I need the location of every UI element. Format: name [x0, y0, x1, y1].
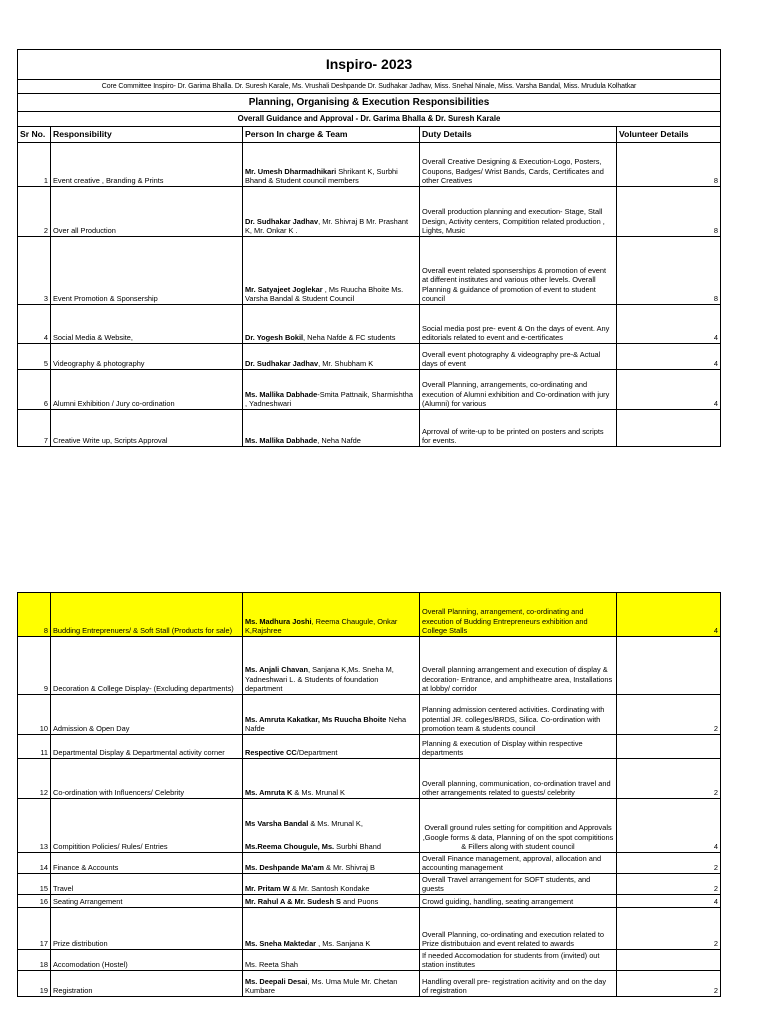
row-person-in-charge [243, 908, 420, 950]
table-row [18, 759, 721, 799]
table-row [18, 695, 721, 735]
table-row [18, 370, 721, 410]
header-sr-no: Sr No. [18, 127, 51, 143]
row-sr-no: 8 [18, 593, 51, 637]
row-volunteer-count: 8 [617, 187, 721, 237]
person-lead-name: Ms. Madhura Joshi [245, 616, 312, 626]
row-responsibility: Admission & Open Day [51, 695, 243, 735]
row-sr-no: 16 [18, 895, 51, 908]
person-team: , Reema Chaugule, Onkar K,Rajshree [245, 616, 398, 636]
row-responsibility: Creative Write up, Scripts Approval [51, 410, 243, 447]
person-lead-name: Mr. Umesh Dharmadhikari [245, 166, 337, 176]
table-row [18, 874, 721, 895]
person-lead-name: Mr. Rahul A & Mr. Sudesh S [245, 897, 341, 907]
person-lead-name: Ms. Amruta Kakatkar, Ms Ruucha Bhoite [245, 714, 387, 724]
row-person-in-charge: Ms Varsha Bandal & Ms. Mrunal K, Ms.Reema Chougule, Ms. Surbhi Bhand [243, 799, 420, 853]
person-team: -Smita Pattnaik, Sharmishtha , Yadneshwari [245, 389, 414, 409]
table-row [18, 344, 721, 370]
row-volunteer-count: 4 [617, 593, 721, 637]
person-lead-name: Ms. Sneha Maktedar [245, 939, 317, 949]
responsibility-table-part1 [17, 49, 721, 447]
person-team: , Ms. Sanjana K [316, 939, 371, 949]
row-duty-details: Crowd guiding, handling, seating arrangement [420, 895, 617, 908]
table-row [18, 143, 721, 187]
row-volunteer-count: 2 [617, 874, 721, 895]
document-subtitle: Planning, Organising & Execution Responsibilities [18, 94, 721, 112]
row-duty-details: Aprroval of write-up to be printed on posters and scripts for events. [420, 410, 617, 447]
person-lead-name: Respective CC [245, 748, 297, 758]
row-volunteer-count: 8 [617, 143, 721, 187]
row-person-in-charge [243, 187, 420, 237]
row-responsibility: Alumni Exhibition / Jury co-ordination [51, 370, 243, 410]
table-row [18, 895, 721, 908]
row-person-in-charge [243, 410, 420, 447]
person-team: , Sanjana K,Ms. Sneha M, Yadneshwari L. & Students of foundation department [245, 665, 394, 694]
person-team: /Department [296, 748, 338, 758]
row-duty-details: Overall planning arrangement and execution of display & decoration- Entrance, and amphitheatre area, Installations at lobby/ corridor [420, 637, 617, 695]
row-volunteer-count: 4 [617, 305, 721, 344]
row-volunteer-count: 2 [617, 908, 721, 950]
row-duty-details: Planning admission centered activities. Cordinating with potential JR. colleges/BRDS, Silica. Co-ordination with promotion team & students council [420, 695, 617, 735]
row-sr-no: 9 [18, 637, 51, 695]
row-person-in-charge [243, 874, 420, 895]
row-responsibility: Social Media & Website, [51, 305, 243, 344]
row-person-in-charge [243, 853, 420, 874]
table-row [18, 187, 721, 237]
person-team: Ms. Reeta Shah [245, 960, 298, 970]
row-responsibility: Over all Production [51, 187, 243, 237]
row-responsibility: Event Promotion & Sponsership [51, 237, 243, 305]
row-responsibility: Event creative , Branding & Prints [51, 143, 243, 187]
header-responsibility: Responsibility [51, 127, 243, 143]
row-responsibility: Travel [51, 874, 243, 895]
row-person-in-charge [243, 950, 420, 971]
row-responsibility: Registration [51, 971, 243, 997]
table-row [18, 305, 721, 344]
row-person-in-charge [243, 735, 420, 759]
row-volunteer-count: 4 [617, 344, 721, 370]
table-row [18, 971, 721, 997]
row-duty-details: If needed Accomodation for students from (invited) out station institutes [420, 950, 617, 971]
person-team: Neha Nafde [245, 714, 407, 734]
table-row [18, 593, 721, 637]
row-responsibility: Accomodation (Hostel) [51, 950, 243, 971]
row-sr-no: 19 [18, 971, 51, 997]
person-lead-name: Ms. Anjali Chavan [245, 665, 308, 675]
row-volunteer-count: 2 [617, 853, 721, 874]
row-sr-no: 3 [18, 237, 51, 305]
row-person-in-charge [243, 695, 420, 735]
person-lead-name: Dr. Yogesh Bokil [245, 333, 304, 343]
document-title: Inspiro- 2023 [18, 50, 721, 80]
row-sr-no: 10 [18, 695, 51, 735]
table-row [18, 853, 721, 874]
row-sr-no: 4 [18, 305, 51, 344]
person-lead-name: Ms. Mallika Dabhade [245, 436, 318, 446]
person-team: , Ms Ruucha Bhoite Ms. Varsha Bandal & Student Council [245, 284, 404, 304]
row-responsibility: Seating Arrangement [51, 895, 243, 908]
row-volunteer-count: 2 [617, 759, 721, 799]
row-person-in-charge [243, 637, 420, 695]
row-duty-details: Overall Finance management, approval, allocation and accounting management [420, 853, 617, 874]
person-lead-name: Ms. Mallika Dabhade [245, 389, 318, 399]
row-duty-details: Overall production planning and execution- Stage, Stall Design, Activity centers, Compitition related production , Lights, Music [420, 187, 617, 237]
row-sr-no: 2 [18, 187, 51, 237]
row-duty-details: Overall Travel arrangement for SOFT students, and guests [420, 874, 617, 895]
row-person-in-charge [243, 593, 420, 637]
table-header-row [18, 127, 721, 143]
row-responsibility: Compitition Policies/ Rules/ Entries [51, 799, 243, 853]
person-team: and Puons [340, 897, 379, 907]
row-person-in-charge [243, 143, 420, 187]
row-responsibility: Finance & Accounts [51, 853, 243, 874]
row-duty-details: Overall Planning, arrangement, co-ordinating and execution of Budding Entrepreneurs exhibition and College Stalls [420, 593, 617, 637]
row-duty-details: Overall Planning, co-ordinating and execution related to Prize distributuion and event related to awards [420, 908, 617, 950]
row-person-in-charge [243, 344, 420, 370]
person-team: , Neha Nafde & FC students [303, 333, 396, 343]
row-sr-no: 5 [18, 344, 51, 370]
person-team: & Ms. Mrunal K [292, 788, 345, 798]
row-person-in-charge [243, 370, 420, 410]
row-duty-details: Overall planning, communication, co-ordination travel and other arrangements related to guests/ celebrity [420, 759, 617, 799]
person-team: , Mr. Shivraj B Mr. Prashant K, Mr. Onkar K . [245, 216, 409, 236]
row-sr-no: 15 [18, 874, 51, 895]
table-row [18, 410, 721, 447]
row-volunteer-count: 4 [617, 799, 721, 853]
row-volunteer-count [617, 637, 721, 695]
table-row [18, 799, 721, 853]
person-lead-name: Dr. Sudhakar Jadhav [245, 359, 319, 369]
row-volunteer-count [617, 950, 721, 971]
row-duty-details: Overall event photography & videography pre-& Actual days of event [420, 344, 617, 370]
row-duty-details: Overall Creative Designing & Execution-Logo, Posters, Coupons, Badges/ Wrist Bands, Cards, Certificates and other Creatives [420, 143, 617, 187]
row-person-in-charge [243, 305, 420, 344]
row-sr-no: 14 [18, 853, 51, 874]
row-sr-no: 13 [18, 799, 51, 853]
table-row [18, 950, 721, 971]
row-volunteer-count: 2 [617, 971, 721, 997]
person-team: , Ms. Uma Mule Mr. Chetan Kumbare [245, 976, 398, 996]
row-responsibility: Budding Entreprenuers/ & Soft Stall (Products for sale) [51, 593, 243, 637]
row-volunteer-count: 2 [617, 695, 721, 735]
header-volunteer-details: Volunteer Details [617, 127, 721, 143]
row-duty-details: Social media post pre- event & On the days of event. Any editorials related to event and e-certificates [420, 305, 617, 344]
person-team: , Neha Nafde [317, 436, 361, 446]
header-duty-details: Duty Details [420, 127, 617, 143]
row-duty-details: Overall event related sponserships & promotion of event at different institutes and various other levels. Overall Planning & guidance of promotion of event to student council [420, 237, 617, 305]
row-volunteer-count: 4 [617, 895, 721, 908]
row-responsibility: Prize distribution [51, 908, 243, 950]
person-team: & Mr. Santosh Kondake [289, 884, 370, 894]
core-committee-line: Core Committee Inspiro- Dr. Garima Bhalla. Dr. Suresh Karale, Ms. Vrushali Deshpande Dr. Sudhakar Jadhav, Miss. Snehal Ninale, Miss. Varsha Bandal, Miss. Mrudula Kolhatkar [18, 80, 721, 94]
person-team: , Mr. Shubham K [318, 359, 374, 369]
guidance-line: Overall Guidance and Approval - Dr. Garima Bhalla & Dr. Suresh Karale [18, 112, 721, 127]
person-lead-name: Mr. Pritam W [245, 884, 290, 894]
table-row [18, 237, 721, 305]
person-team: Shrikant K, Surbhi Bhand & Student council members [245, 166, 398, 186]
row-person-in-charge [243, 971, 420, 997]
row-responsibility: Departmental Display & Departmental activity corner [51, 735, 243, 759]
row-duty-details: Overall Planning, arrangements, co-ordinating and execution of Alumni exhibition and Co-ordination with jury (Alumni) for various [420, 370, 617, 410]
person-lead-name: Mr. Satyajeet Joglekar [245, 284, 323, 294]
row-volunteer-count: 4 [617, 370, 721, 410]
row-duty-details: Planning & execution of Display within respective departments [420, 735, 617, 759]
row-volunteer-count: 8 [617, 237, 721, 305]
row-sr-no: 17 [18, 908, 51, 950]
table-row [18, 637, 721, 695]
responsibility-table-part2 [17, 592, 721, 997]
row-person-in-charge [243, 237, 420, 305]
row-responsibility: Videography & photography [51, 344, 243, 370]
row-volunteer-count [617, 410, 721, 447]
row-responsibility: Decoration & College Display- (Excluding departments) [51, 637, 243, 695]
row-sr-no: 6 [18, 370, 51, 410]
row-sr-no: 12 [18, 759, 51, 799]
header-person-in-charge: Person In charge & Team [243, 127, 420, 143]
person-lead-name: Dr. Sudhakar Jadhav [245, 216, 319, 226]
person-lead-name: Ms. Deepali Desai [245, 976, 308, 986]
row-sr-no: 11 [18, 735, 51, 759]
row-person-in-charge [243, 895, 420, 908]
row-duty-details: Handling overall pre- registration acitivity and on the day of registration [420, 971, 617, 997]
person-team: & Mr. Shivraj B [323, 863, 375, 873]
row-sr-no: 1 [18, 143, 51, 187]
row-volunteer-count [617, 735, 721, 759]
person-lead-name: Ms. Amruta K [245, 788, 293, 798]
person-lead-name: Ms. Deshpande Ma'am [245, 863, 324, 873]
table-row [18, 908, 721, 950]
row-duty-details: Overall ground rules setting for compitition and Approvals ,Google forms & data, Planning of on the spot compititions & Fillers along with student council [420, 799, 617, 853]
row-sr-no: 18 [18, 950, 51, 971]
row-person-in-charge [243, 759, 420, 799]
row-responsibility: Co-ordination with Influencers/ Celebrity [51, 759, 243, 799]
table-row [18, 735, 721, 759]
row-sr-no: 7 [18, 410, 51, 447]
